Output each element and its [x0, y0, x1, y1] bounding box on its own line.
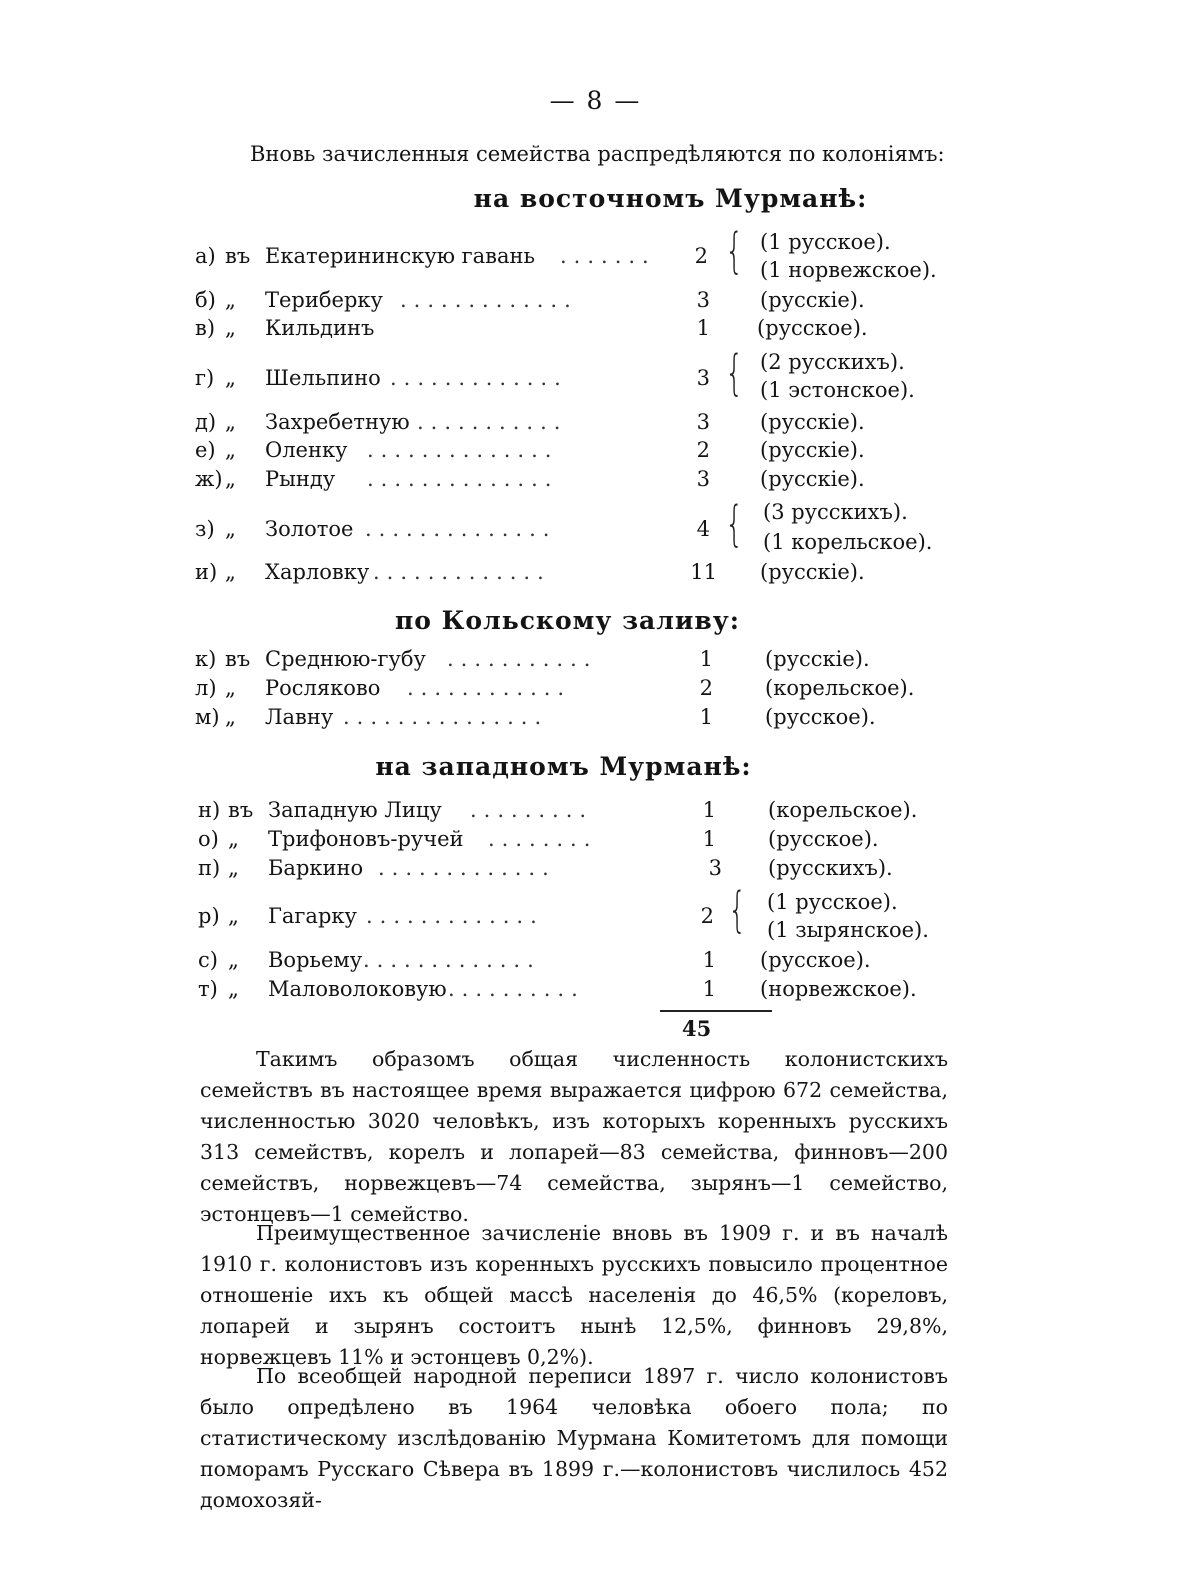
item-place: Кильдинъ	[265, 316, 375, 340]
leader-dots: .......	[560, 244, 656, 268]
item-prep: „	[228, 948, 239, 972]
item-prep: „	[225, 517, 236, 541]
item-count: 3	[696, 410, 710, 434]
item-count: 1	[702, 798, 716, 822]
item-place: Шельпино	[265, 366, 381, 390]
item-prep: „	[225, 316, 236, 340]
brace-icon: {	[725, 496, 744, 552]
brace-icon: {	[728, 882, 747, 938]
intro-line: Вновь зачисленныя семейства распредѣляются по колоніямъ:	[250, 142, 945, 166]
leader-dots: ..............	[365, 517, 557, 541]
item-note: (1 эстонское).	[760, 378, 915, 402]
item-place: Трифоновъ-ручей	[268, 827, 464, 851]
item-count: 2	[700, 904, 714, 928]
item-letter: а)	[195, 244, 216, 268]
item-prep: „	[228, 904, 239, 928]
item-count: 3	[696, 366, 710, 390]
item-note: (русскіе).	[760, 288, 865, 312]
item-letter: м)	[195, 705, 220, 729]
item-count: 1	[699, 705, 713, 729]
paragraph: По всеобщей народной переписи 1897 г. число колонистовъ было опредѣлено въ 1964 человѣка обоего пола; по статистическому изслѣдованію Мурмана Комитетомъ для помощи поморамъ Русскаго Сѣвера въ 1899 г.—колонистовъ числилось 452 домохозяй-	[200, 1364, 948, 1512]
leader-dots: ...........	[447, 647, 598, 671]
leader-dots: ..........	[448, 977, 585, 1001]
item-letter: г)	[195, 366, 215, 390]
item-place: Оленку	[265, 438, 348, 462]
item-prep: „	[225, 676, 236, 700]
item-letter: т)	[198, 977, 218, 1001]
item-count: 1	[696, 316, 710, 340]
item-letter: и)	[195, 560, 218, 584]
item-letter: п)	[198, 856, 221, 880]
item-place: Росляково	[265, 676, 381, 700]
leader-dots: ..............	[367, 467, 559, 491]
item-letter: е)	[195, 438, 216, 462]
leader-dots: ...........	[417, 410, 568, 434]
item-place: Захребетную	[265, 410, 410, 434]
item-count: 3	[696, 467, 710, 491]
item-count: 1	[699, 647, 713, 671]
leader-dots: .........	[470, 798, 594, 822]
leader-dots: ...............	[343, 705, 549, 729]
item-prep: „	[225, 560, 236, 584]
item-note: (русскихъ).	[768, 856, 893, 880]
item-count: 1	[702, 948, 716, 972]
item-place: Западную Лицу	[268, 798, 442, 822]
item-count: 4	[696, 517, 710, 541]
brace-icon: {	[725, 223, 744, 279]
total-count: 45	[682, 1016, 712, 1041]
section-heading-east: на восточномъ Мурманѣ:	[473, 184, 868, 213]
item-letter: в)	[195, 316, 216, 340]
item-prep: „	[225, 288, 236, 312]
item-place: Баркино	[268, 856, 364, 880]
item-note: (корельское).	[765, 676, 915, 700]
paragraph: Такимъ образомъ общая численность колонистскихъ семействъ въ настоящее время выражается цифрою 672 семейства, численностью 3020 человѣкъ, изъ которыхъ коренныхъ русскихъ 313 семействъ, корелъ и лопарей—83 семейства, финновъ—200 семействъ, норвежцевъ—74 семейства, зырянъ—1 семейство, эстонцевъ—1 семейство.	[200, 1047, 948, 1226]
leader-dots: .............	[400, 288, 578, 312]
item-place: Харловку	[265, 560, 370, 584]
item-note: (1 норвежское).	[760, 258, 937, 282]
item-letter: з)	[195, 517, 215, 541]
total-rule	[660, 1010, 772, 1012]
item-place: Маловолоковую	[268, 977, 447, 1001]
item-prep: „	[225, 366, 236, 390]
item-count: 2	[699, 676, 713, 700]
item-letter: н)	[198, 798, 221, 822]
item-count: 1	[702, 827, 716, 851]
item-place: Териберку	[265, 288, 383, 312]
leader-dots: ..............	[367, 438, 559, 462]
item-prep: „	[225, 467, 236, 491]
item-letter: к)	[195, 647, 217, 671]
item-prep: „	[228, 827, 239, 851]
item-note: (1 русское).	[767, 890, 898, 914]
item-letter: с)	[198, 948, 218, 972]
item-letter: о)	[198, 827, 219, 851]
leader-dots: .............	[390, 366, 568, 390]
item-note: (русское).	[768, 827, 879, 851]
item-note: (русскіе).	[760, 467, 865, 491]
item-count: 11	[690, 560, 717, 584]
item-count: 2	[696, 438, 710, 462]
leader-dots: .............	[366, 904, 544, 928]
item-letter: ж)	[195, 467, 223, 491]
brace-icon: {	[725, 345, 744, 401]
item-letter: л)	[195, 676, 217, 700]
item-letter: р)	[198, 904, 220, 928]
item-note: (норвежское).	[760, 977, 917, 1001]
item-note: (русскіе).	[760, 438, 865, 462]
section-heading-west: на западномъ Мурманѣ:	[375, 752, 752, 781]
item-note: (1 корельское).	[763, 530, 933, 554]
item-place: Гагарку	[268, 904, 357, 928]
item-prep: „	[228, 977, 239, 1001]
item-prep: „	[225, 438, 236, 462]
page-number: — 8 —	[549, 86, 642, 115]
leader-dots: .............	[378, 856, 556, 880]
item-letter: д)	[195, 410, 217, 434]
item-place: Ворьему	[268, 948, 363, 972]
item-note: (русское).	[760, 948, 871, 972]
item-prep: „	[228, 856, 239, 880]
item-note: (2 русскихъ).	[760, 350, 905, 374]
section-heading-kola: по Кольскому заливу:	[395, 606, 740, 635]
item-place: Рынду	[265, 467, 336, 491]
item-note: (3 русскихъ).	[763, 500, 908, 524]
item-prep: въ	[228, 798, 254, 822]
item-place: Золотое	[265, 517, 354, 541]
item-prep: въ	[225, 647, 251, 671]
paragraph: Преимущественное зачисленіе вновь въ 1909 г. и въ началѣ 1910 г. колонистовъ изъ коренныхъ русскихъ повысило процентное отношеніе ихъ къ общей массѣ населенія до 46,5% (кореловъ, лопарей и зырянъ состоитъ нынѣ 12,5%, финновъ 29,8%, норвежцевъ 11% и эстонцевъ 0,2%).	[200, 1221, 948, 1369]
item-note: (1 зырянское).	[767, 918, 929, 942]
item-place: Екатерининскую гавань	[265, 244, 535, 268]
item-note: (русскіе).	[760, 410, 865, 434]
item-prep: „	[225, 410, 236, 434]
item-note: (русскіе).	[760, 560, 865, 584]
item-count: 2	[694, 244, 708, 268]
item-count: 3	[708, 856, 722, 880]
leader-dots: ............	[407, 676, 572, 700]
item-prep: въ	[225, 244, 251, 268]
item-note: (1 русское).	[760, 230, 891, 254]
item-prep: „	[225, 705, 236, 729]
leader-dots: .............	[363, 948, 541, 972]
leader-dots: .............	[373, 560, 551, 584]
leader-dots: ........	[488, 827, 598, 851]
item-note: (корельское).	[768, 798, 918, 822]
item-place: Лавну	[265, 705, 334, 729]
item-count: 1	[702, 977, 716, 1001]
item-place: Среднюю-губу	[265, 647, 426, 671]
item-note: (русское).	[757, 316, 868, 340]
item-count: 3	[696, 288, 710, 312]
item-letter: б)	[195, 288, 216, 312]
item-note: (русскіе).	[765, 647, 870, 671]
item-note: (русское).	[765, 705, 876, 729]
